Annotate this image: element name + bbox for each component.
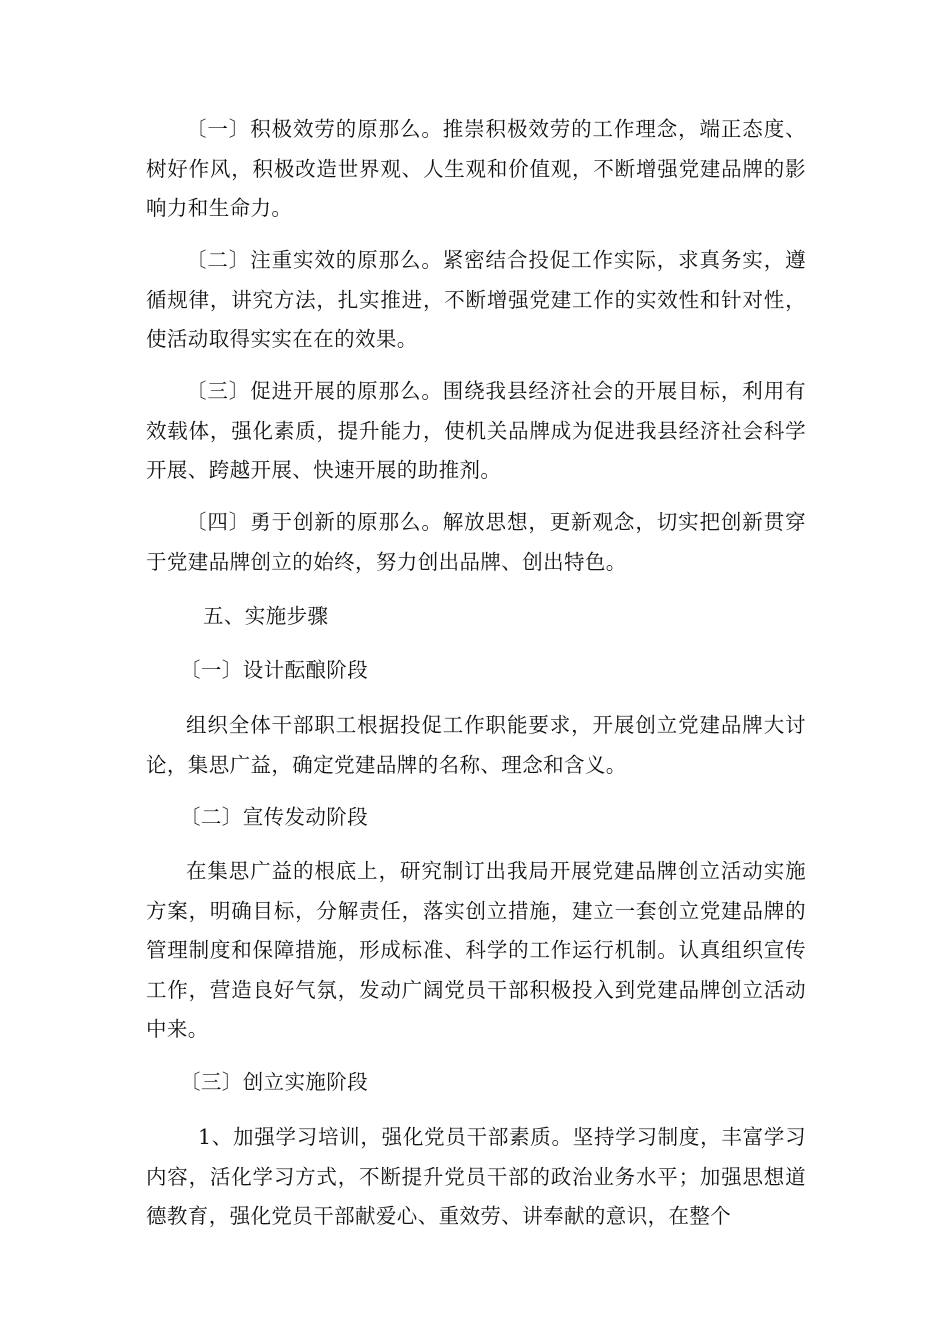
stage-1-body: 组织全体干部职工根据投促工作职能要求，开展创立党建品牌大讨论，集思广益，确定党建品牌的名称、理念和含义。 <box>146 713 806 777</box>
principle-1-paragraph: 〔一〕积极效劳的原那么。推崇积极效劳的工作理念，端正态度、树好作风，积极改造世界观、人生观和价值观，不断增强党建品牌的影响力和生命力。 <box>146 117 806 220</box>
stage-2-heading: 〔二〕宣传发动阶段 <box>180 805 369 829</box>
stage-1-heading: 〔一〕设计酝酿阶段 <box>180 658 369 682</box>
principle-4-paragraph: 〔四〕勇于创新的原那么。解放思想，更新观念，切实把创新贯穿于党建品牌创立的始终，努力创出品牌、创出特色。 <box>146 510 806 574</box>
principle-2-paragraph: 〔二〕注重实效的原那么。紧密结合投促工作实际，求真务实，遵循规律，讲究方法，扎实推进，不断增强党建工作的实效性和针对性，使活动取得实实在在的效果。 <box>146 248 806 351</box>
stage-3-item-1: 1、加强学习培训，强化党员干部素质。坚持学习制度，丰富学习内容，活化学习方式，不断提升党员干部的政治业务水平；加强思想道德教育，强化党员干部献爱心、重效劳、讲奉献的意识，在整个 <box>146 1125 806 1228</box>
principle-3-paragraph: 〔三〕促进开展的原那么。围绕我县经济社会的开展目标，利用有效载体，强化素质，提升能力，使机关品牌成为促进我县经济社会科学开展、跨越开展、快速开展的助推剂。 <box>146 379 806 482</box>
stage-2-body: 在集思广益的根底上，研究制订出我局开展党建品牌创立活动实施方案，明确目标，分解责任，落实创立措施，建立一套创立党建品牌的管理制度和保障措施，形成标准、科学的工作运行机制。认真组织宣传工作，营造良好气氛，发动广阔党员干部积极投入到党建品牌创立活动中来。 <box>146 859 806 1041</box>
stage-3-heading: 〔三〕创立实施阶段 <box>180 1070 369 1094</box>
section-heading-implementation-steps: 五、实施步骤 <box>203 604 329 628</box>
